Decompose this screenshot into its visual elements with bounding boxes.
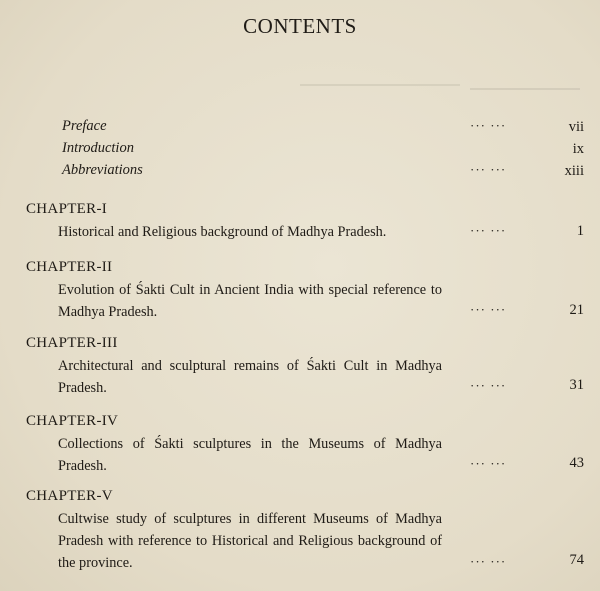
chapter-title: Architectural and sculptural remains of Śakti Cult in Madhya Pradesh.	[58, 358, 442, 396]
page-title: CONTENTS	[243, 14, 357, 38]
page-number: xiii	[564, 163, 584, 179]
leader-dots: ··· ···	[470, 162, 507, 177]
page-number: ix	[572, 141, 584, 157]
page-number: 43	[569, 455, 584, 471]
leader-dots: ··· ···	[470, 456, 507, 471]
show-through-bleed	[300, 84, 460, 92]
toc-abbreviations: Abbreviations	[62, 162, 143, 178]
leader-dots: ··· ···	[470, 378, 507, 393]
chapter-heading: CHAPTER-I	[26, 201, 108, 217]
toc-preface: Preface	[62, 118, 107, 134]
page-number: vii	[568, 119, 584, 135]
chapter-title: Cultwise study of sculptures in different Museums of Madhya Pradesh with reference to Historical and Religious background of the province.	[58, 511, 442, 571]
chapter-heading: CHAPTER-III	[26, 335, 118, 351]
toc-introduction: Introduction	[62, 140, 134, 156]
chapter-title: Historical and Religious background of Madhya Pradesh.	[58, 224, 387, 240]
chapter-heading: CHAPTER-II	[26, 259, 113, 275]
page-number: 1	[576, 223, 584, 239]
leader-dots: ··· ···	[470, 302, 507, 317]
page-number: 21	[569, 302, 584, 318]
leader-dots: ··· ···	[470, 223, 507, 238]
chapter-heading: CHAPTER-IV	[26, 413, 119, 429]
chapter-title: Evolution of Śakti Cult in Ancient India with special reference to Madhya Pradesh.	[58, 282, 442, 320]
page-number: 31	[569, 377, 584, 393]
page-number: 74	[569, 552, 584, 568]
chapter-title: Collections of Śakti sculptures in the Museums of Madhya Pradesh.	[58, 436, 442, 474]
leader-dots: ··· ···	[470, 118, 507, 133]
chapter-heading: CHAPTER-V	[26, 488, 113, 504]
leader-dots: ··· ···	[470, 554, 507, 569]
show-through-bleed	[470, 88, 580, 100]
